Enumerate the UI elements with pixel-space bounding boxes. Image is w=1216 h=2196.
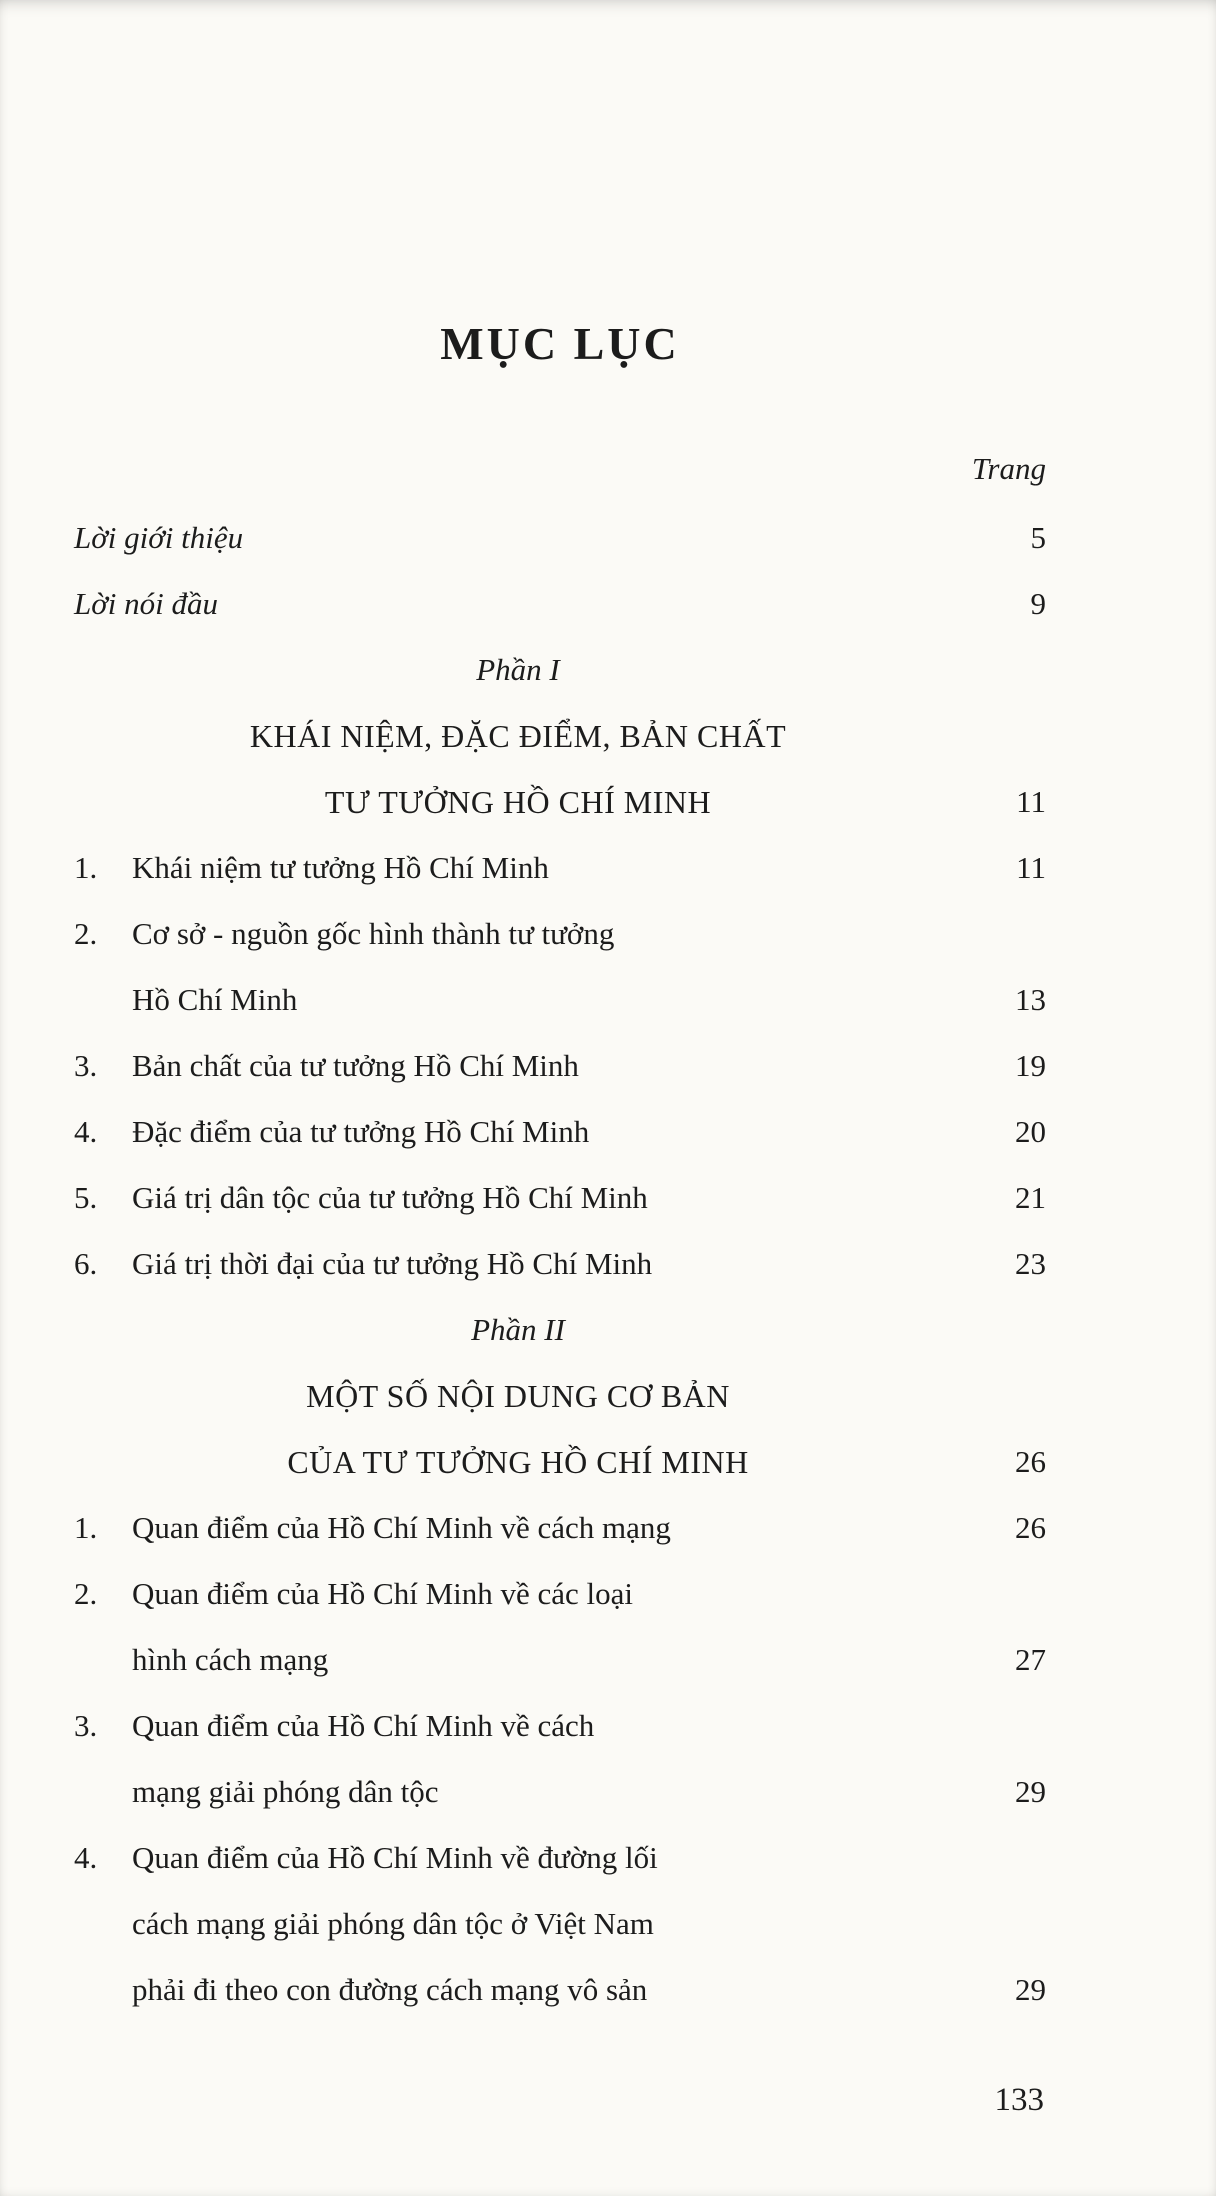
toc-title: MỤC LỤC bbox=[440, 318, 680, 369]
toc-entry bbox=[74, 1033, 1046, 1099]
toc-entry-number: 3. bbox=[74, 1048, 98, 1084]
toc-entry bbox=[74, 835, 1046, 901]
toc-line bbox=[74, 1429, 1046, 1495]
toc-entry-page: 26 bbox=[1015, 1444, 1046, 1480]
toc-entry-number: 1. bbox=[74, 1510, 98, 1546]
toc-line bbox=[74, 1495, 1046, 1561]
toc-entry-text: Khái niệm tư tưởng Hồ Chí Minh bbox=[132, 850, 549, 886]
toc-entry bbox=[74, 1099, 1046, 1165]
toc-line bbox=[74, 571, 1046, 637]
toc-entry bbox=[74, 1693, 1046, 1825]
toc-entry-text: Phần I bbox=[476, 652, 560, 688]
toc-entry-number: 5. bbox=[74, 1180, 98, 1216]
toc-entry-text: Quan điểm của Hồ Chí Minh về cách bbox=[132, 1708, 595, 1744]
toc-entry-text: Giá trị thời đại của tư tưởng Hồ Chí Minh bbox=[132, 1246, 653, 1282]
toc-entry-text: Quan điểm của Hồ Chí Minh về đường lối bbox=[132, 1840, 658, 1876]
toc-entry bbox=[74, 571, 1046, 637]
toc-entry-text: Giá trị dân tộc của tư tưởng Hồ Chí Minh bbox=[132, 1180, 648, 1216]
toc-entry-text: mạng giải phóng dân tộc bbox=[132, 1774, 439, 1810]
toc-line bbox=[74, 1363, 1046, 1429]
toc-entry-text: Lời giới thiệu bbox=[74, 520, 244, 556]
toc-line bbox=[74, 1627, 1046, 1693]
toc-entry-page: 13 bbox=[1015, 982, 1046, 1018]
folio-page-number: 133 bbox=[994, 2082, 1044, 2118]
toc-entry-text: phải đi theo con đường cách mạng vô sản bbox=[132, 1972, 648, 2008]
toc-entry-page: 29 bbox=[1015, 1774, 1046, 1810]
toc-line bbox=[74, 703, 1046, 769]
toc-entry-text: Phần II bbox=[471, 1312, 565, 1348]
toc-entry bbox=[74, 1561, 1046, 1693]
toc-entry-page: 9 bbox=[1030, 586, 1046, 622]
toc-content bbox=[74, 316, 1046, 2023]
toc-entry-page: 11 bbox=[1016, 784, 1046, 820]
toc-entry bbox=[74, 901, 1046, 1033]
toc-entry-text: CỦA TƯ TƯỞNG HỒ CHÍ MINH bbox=[287, 1443, 749, 1480]
toc-entry-number: 4. bbox=[74, 1114, 98, 1150]
toc-list bbox=[74, 505, 1046, 2023]
toc-entry-number: 3. bbox=[74, 1708, 98, 1744]
toc-entry-text: Lời nói đầu bbox=[74, 586, 219, 622]
toc-entry bbox=[74, 1165, 1046, 1231]
toc-entry bbox=[74, 1825, 1046, 2023]
toc-entry-page: 19 bbox=[1015, 1048, 1046, 1084]
toc-line bbox=[74, 1165, 1046, 1231]
toc-entry-text: KHÁI NIỆM, ĐẶC ĐIỂM, BẢN CHẤT bbox=[249, 717, 787, 754]
toc-entry-text: Đặc điểm của tư tưởng Hồ Chí Minh bbox=[132, 1114, 590, 1150]
toc-line bbox=[74, 1297, 1046, 1363]
toc-entry-text: TƯ TƯỞNG HỒ CHÍ MINH bbox=[324, 783, 712, 820]
toc-line bbox=[74, 1033, 1046, 1099]
toc-entry-number: 1. bbox=[74, 850, 98, 886]
toc-entry bbox=[74, 703, 1046, 835]
toc-entry bbox=[74, 1297, 1046, 1363]
toc-entry-page: 26 bbox=[1015, 1510, 1046, 1546]
toc-entry-text: hình cách mạng bbox=[132, 1642, 329, 1678]
toc-line bbox=[74, 505, 1046, 571]
toc-line bbox=[74, 1561, 1046, 1627]
toc-line bbox=[74, 637, 1046, 703]
toc-entry-number: 2. bbox=[74, 916, 98, 952]
toc-line bbox=[74, 1891, 1046, 1957]
toc-entry-text: Hồ Chí Minh bbox=[132, 982, 298, 1018]
toc-entry-number: 4. bbox=[74, 1840, 98, 1876]
toc-entry bbox=[74, 505, 1046, 571]
toc-line bbox=[74, 1231, 1046, 1297]
toc-entry-text: cách mạng giải phóng dân tộc ở Việt Nam bbox=[132, 1906, 654, 1942]
toc-entry bbox=[74, 1495, 1046, 1561]
toc-entry-text: Cơ sở - nguồn gốc hình thành tư tưởng bbox=[132, 916, 615, 952]
toc-line bbox=[74, 967, 1046, 1033]
toc-line bbox=[74, 1957, 1046, 2023]
toc-entry-text: Quan điểm của Hồ Chí Minh về cách mạng bbox=[132, 1510, 671, 1546]
toc-entry bbox=[74, 637, 1046, 703]
toc-entry-text: Quan điểm của Hồ Chí Minh về các loại bbox=[132, 1576, 634, 1612]
toc-entry-page: 5 bbox=[1030, 520, 1046, 556]
toc-line bbox=[74, 1759, 1046, 1825]
toc-line bbox=[74, 1099, 1046, 1165]
toc-entry-page: 23 bbox=[1015, 1246, 1046, 1282]
toc-entry-number: 6. bbox=[74, 1246, 98, 1282]
toc-entry bbox=[74, 1231, 1046, 1297]
toc-entry-number: 2. bbox=[74, 1576, 98, 1612]
toc-line bbox=[74, 769, 1046, 835]
toc-entry-page: 20 bbox=[1015, 1114, 1046, 1150]
toc-entry bbox=[74, 1363, 1046, 1495]
page-column-header: Trang bbox=[971, 451, 1046, 487]
toc-entry-page: 27 bbox=[1015, 1642, 1046, 1678]
toc-entry-text: MỘT SỐ NỘI DUNG CƠ BẢN bbox=[306, 1377, 730, 1414]
toc-entry-page: 21 bbox=[1015, 1180, 1046, 1216]
toc-line bbox=[74, 901, 1046, 967]
toc-entry-page: 11 bbox=[1016, 850, 1046, 886]
toc-entry-text: Bản chất của tư tưởng Hồ Chí Minh bbox=[132, 1048, 579, 1084]
toc-line bbox=[74, 1693, 1046, 1759]
toc-line bbox=[74, 1825, 1046, 1891]
toc-entry-page: 29 bbox=[1015, 1972, 1046, 2008]
toc-line bbox=[74, 835, 1046, 901]
